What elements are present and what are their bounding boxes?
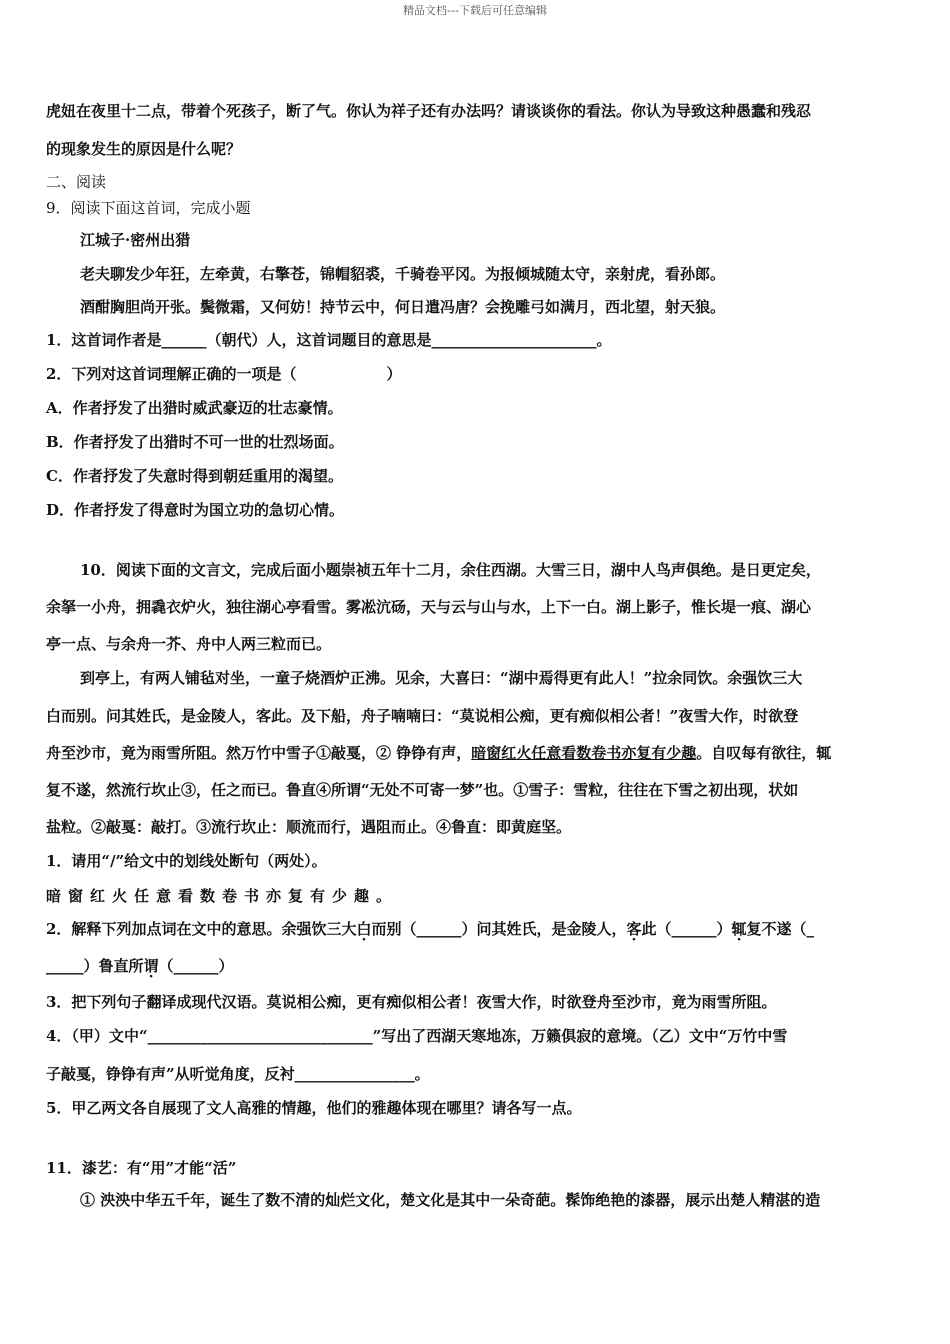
question-9: 9．阅读下面这首词，完成小题: [46, 199, 251, 217]
option-a: A．作者抒发了出猎时威武豪迈的壮志豪情。: [46, 399, 343, 417]
passage-text: 舟至沙市，竟为雨雪所阻。然万竹中雪子①敲戛，② 铮铮有声，: [46, 744, 472, 762]
poem-title: 江城子·密州出猎: [80, 231, 191, 249]
question-9-1: 1．这首词作者是______（朝代）人，这首词题目的意思是______________________。: [46, 331, 612, 349]
question-10: 10．阅读下面的文言文，完成后面小题崇祯五年十二月，余住西湖。大雪三日，湖中人鸟声俱绝。是日更定矣，: [80, 561, 821, 579]
passage-line: 到亭上，有两人铺毡对坐，一童子烧酒炉正沸。见余，大喜曰：“湖中焉得更有此人！”拉余同饮。余强饮三大: [80, 669, 803, 687]
question-text: 此（______）: [641, 920, 732, 938]
page-header: 精品文档---下载后可任意编辑: [403, 4, 547, 17]
question-11: 11．漆艺：有“用”才能“活”: [46, 1159, 237, 1177]
dotted-word: 白: [356, 920, 372, 938]
passage-line: ① 泱泱中华五千年，诞生了数不清的灿烂文化，楚文化是其中一朵奇葩。髹饰绝艳的漆器，展示出楚人精湛的造: [80, 1191, 821, 1209]
question-10-4-cont: 子敲戛，铮铮有声”从听觉角度，反衬________________。: [46, 1065, 430, 1083]
question-10-5: 5．甲乙两文各自展现了文人高雅的情趣，他们的雅趣体现在哪里？请各写一点。: [46, 1099, 582, 1117]
question-9-2: 2．下列对这首词理解正确的一项是（ ）: [46, 365, 402, 383]
question-text: 复不遂（_: [746, 920, 815, 938]
dotted-word: 辄: [731, 920, 747, 938]
text-line: 的现象发生的原因是什么呢？: [46, 140, 242, 158]
question-10-1-sentence: 暗窗红火任意看数卷书亦复有少趣。: [46, 887, 399, 905]
underlined-sentence: 暗窗红火任意看数卷书亦复有少趣: [471, 744, 697, 762]
question-10-3: 3．把下列句子翻译成现代汉语。莫说相公痴，更有痴似相公者！夜雪大作，时欲登舟至沙市，竟为雨雪所阻。: [46, 993, 777, 1011]
passage-line: [46, 743, 831, 763]
passage-line: 复不遂，然流行坎止③，任之而已。鲁直④所谓“无处不可寄一梦”也。①雪子：雪粒，往往在下雪之初出现，状如: [46, 781, 799, 799]
passage-line: 亭一点、与余舟一芥、舟中人两三粒而已。: [46, 635, 332, 653]
passage-line: 余拏一小舟，拥毳衣炉火，独往湖心亭看雪。雾凇沆砀，天与云与山与水，上下一白。湖上影子，惟长堤一痕、湖心: [46, 598, 812, 616]
question-10-1: 1．请用“/”给文中的划线处断句（两处）。: [46, 852, 327, 870]
dotted-word: 客: [626, 920, 642, 938]
question-10-2: [46, 919, 814, 939]
question-text: _____）鲁直所: [46, 957, 144, 975]
passage-line: 白而别。问其姓氏，是金陵人，客此。及下船，舟子喃喃曰：“莫说相公痴，更有痴似相公者！”夜雪大作，时欲登: [46, 707, 799, 725]
question-10-2-cont: [46, 956, 234, 976]
text-line: 虎妞在夜里十二点，带着个死孩子，断了气。你认为祥子还有办法吗？请谈谈你的看法。你认为导致这种愚蠢和残忍: [46, 102, 812, 120]
question-text: （______）: [158, 957, 234, 975]
section-heading: 二、阅读: [46, 173, 107, 191]
question-10-4: 4．（甲）文中“______________________________”写出了西湖天寒地冻，万籁俱寂的意境。（乙）文中“万竹中雪: [46, 1027, 788, 1045]
passage-line: 盐粒。②敲戛：敲打。③流行坎止：顺流而行，遇阻而止。④鲁直：即黄庭坚。: [46, 818, 572, 836]
option-d: D．作者抒发了得意时为国立功的急切心情。: [46, 501, 345, 519]
option-b: B．作者抒发了出猎时不可一世的壮烈场面。: [46, 433, 344, 451]
dotted-word: 谓: [143, 957, 159, 975]
poem-line: 酒酣胸胆尚开张。鬓微霜，又何妨！持节云中，何日遣冯唐？会挽雕弓如满月，西北望，射天狼。: [80, 298, 726, 316]
question-text: 2．解释下列加点词在文中的意思。余强饮三大: [46, 920, 357, 938]
poem-line: 老夫聊发少年狂，左牵黄，右擎苍，锦帽貂裘，千骑卷平冈。为报倾城随太守，亲射虎，看孙郎。: [80, 265, 726, 283]
passage-text: 。自叹每有欲往，辄: [696, 744, 832, 762]
option-c: C．作者抒发了失意时得到朝廷重用的渴望。: [46, 467, 343, 485]
question-text: 而别（______）问其姓氏，是金陵人，: [371, 920, 627, 938]
